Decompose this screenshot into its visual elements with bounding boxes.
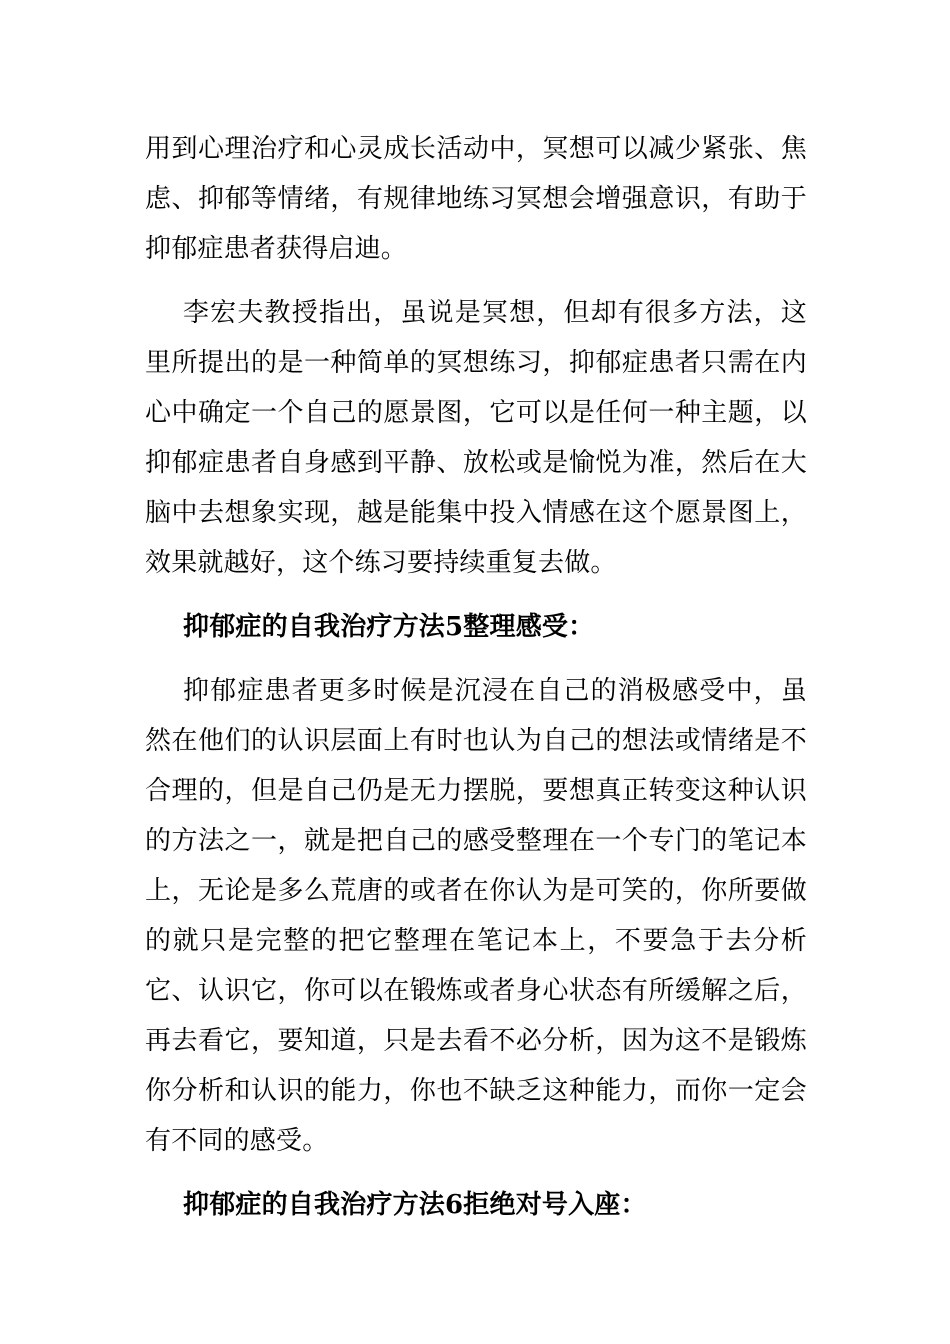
paragraph-meditation-benefits: 用到心理治疗和心灵成长活动中，冥想可以减少紧张、焦虑、抑郁等情绪，有规律地练习冥想会增强意识，有助于抑郁症患者获得启迪。 bbox=[145, 134, 807, 264]
paragraph-organize-feelings: 抑郁症患者更多时候是沉浸在自己的消极感受中，虽然在他们的认识层面上有时也认为自己的想法或情绪是不合理的，但是自己仍是无力摆脱，要想真正转变这种认识的方法之一，就是把自己的感受整理在一个专门的笔记本上，无论是多么荒唐的或者在你认为是可笑的，你所要做的就只是完整的把它整理在笔记本上，不要急于去分析它、认识它，你可以在锻炼或者身心状态有所缓解之后，再去看它，要知道，只是去看不必分析，因为这不是锻炼你分析和认识的能力，你也不缺乏这种能力，而你一定会有不同的感受。 bbox=[145, 676, 807, 1156]
paragraph-meditation-method: 李宏夫教授指出，虽说是冥想，但却有很多方法，这里所提出的是一种简单的冥想练习，抑郁症患者只需在内心中确定一个自己的愿景图，它可以是任何一种主题，以抑郁症患者自身感到平静、放松或是愉悦为准，然后在大脑中去想象实现，越是能集中投入情感在这个愿景图上，效果就越好，这个练习要持续重复去做。 bbox=[145, 298, 807, 578]
section-heading-method-6: 抑郁症的自我治疗方法6拒绝对号入座： bbox=[183, 1190, 647, 1220]
document-body bbox=[145, 124, 807, 1230]
section-heading-method-5: 抑郁症的自我治疗方法5整理感受： bbox=[183, 612, 595, 642]
